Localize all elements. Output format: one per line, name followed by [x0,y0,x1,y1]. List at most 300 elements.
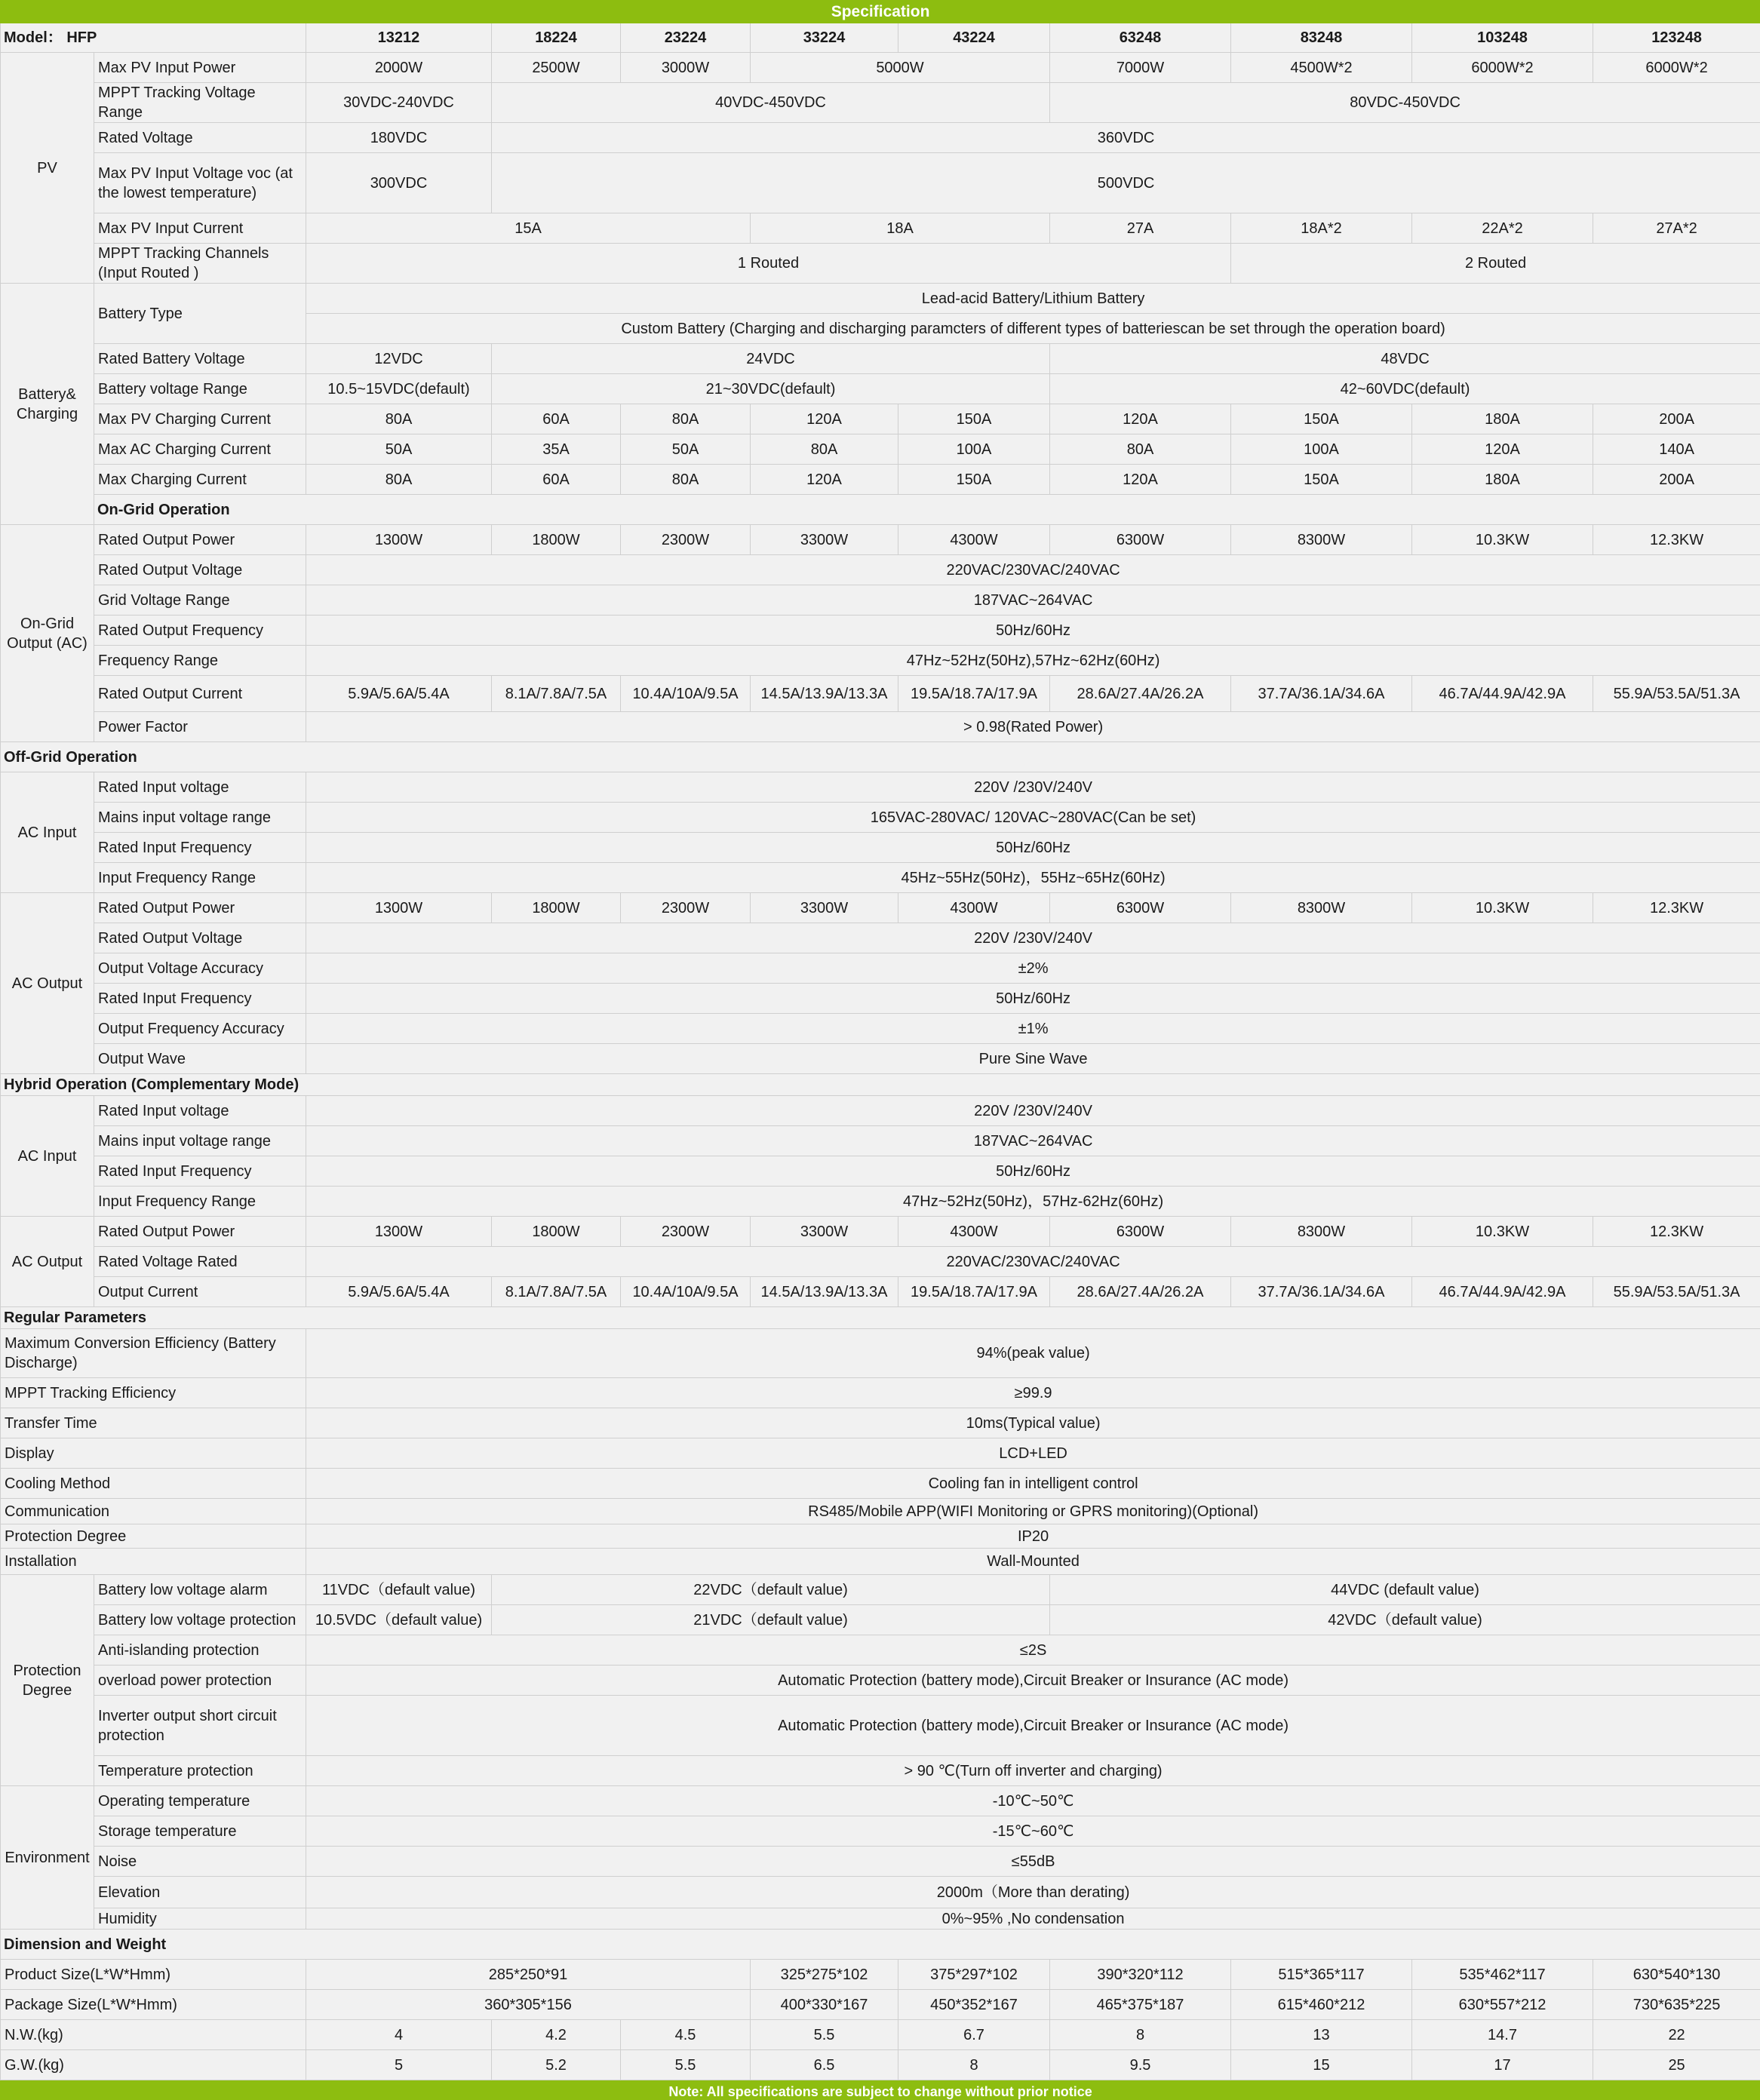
value-cell: 25 [1593,2050,1760,2080]
value-cell: 44VDC (default value) [1050,1575,1760,1605]
value-cell: 3300W [751,1217,898,1247]
value-cell: ≥99.9 [306,1378,1760,1408]
value-cell: 390*320*112 [1050,1960,1231,1990]
row-label: Max PV Input Current [94,213,306,244]
value-cell: 37.7A/36.1A/34.6A [1231,1277,1412,1307]
table-row [1,1378,1760,1408]
row-label: Temperature protection [94,1756,306,1786]
value-cell: 4500W*2 [1231,53,1412,83]
value-cell: 150A [898,465,1050,495]
value-cell: 4 [306,2020,492,2050]
table-row [1,213,1760,244]
row-label: Rated Input voltage [94,1096,306,1126]
value-cell: Automatic Protection (battery mode),Circuit Breaker or Insurance (AC mode) [306,1696,1760,1756]
value-cell: 12VDC [306,344,492,374]
table-row [1,1014,1760,1044]
value-cell: 2300W [621,525,751,555]
table-row [1,1408,1760,1438]
table-row [1,923,1760,953]
row-label: Battery low voltage alarm [94,1575,306,1605]
value-cell: ≤55dB [306,1847,1760,1877]
value-cell: 2300W [621,1217,751,1247]
value-cell: 19.5A/18.7A/17.9A [898,1277,1050,1307]
table-row [1,1469,1760,1499]
value-cell: 48VDC [1050,344,1760,374]
value-cell: 5.9A/5.6A/5.4A [306,676,492,712]
row-label: Max AC Charging Current [94,434,306,465]
value-cell: 50A [306,434,492,465]
value-cell: 0%~95% ,No condensation [306,1908,1760,1930]
value-cell: 6.5 [751,2050,898,2080]
row-label: Output Voltage Accuracy [94,953,306,984]
value-cell: 8 [1050,2020,1231,2050]
value-cell: 6.7 [898,2020,1050,2050]
row-label: Max PV Input Power [94,53,306,83]
table-row [1,1438,1760,1469]
model-header: 23224 [621,23,751,53]
table-row [1,1096,1760,1126]
value-cell: 4300W [898,893,1050,923]
row-label: Rated Output Frequency [94,616,306,646]
spec-title: Specification [1,1,1760,23]
table-row [1,153,1760,213]
table-row [1,1187,1760,1217]
value-cell: 180A [1412,465,1593,495]
value-cell: 30VDC-240VDC [306,83,492,123]
value-cell: 42~60VDC(default) [1050,374,1760,404]
value-cell: 150A [1231,404,1412,434]
row-label: MPPT Tracking Channels (Input Routed ) [94,244,306,284]
row-label: Display [1,1438,306,1469]
row-label: Rated Output Voltage [94,923,306,953]
table-row [1,676,1760,712]
value-cell: 187VAC~264VAC [306,1126,1760,1156]
footer-note: Note: All specifications are subject to change without prior notice [1,2080,1760,2100]
row-label: Input Frequency Range [94,1187,306,1217]
value-cell: 11VDC（default value) [306,1575,492,1605]
table-row [1,1044,1760,1074]
table-row [1,1847,1760,1877]
value-cell: 12.3KW [1593,1217,1760,1247]
table-row [1,1307,1760,1329]
value-cell: 120A [1050,465,1231,495]
row-label: Mains input voltage range [94,803,306,833]
row-label: Package Size(L*W*Hmm) [1,1990,306,2020]
row-label: Humidity [94,1908,306,1930]
row-label: Rated Output Power [94,525,306,555]
table-row [1,2080,1760,2100]
value-cell: 200A [1593,465,1760,495]
group-label: PV [1,53,94,284]
value-cell: 6300W [1050,525,1231,555]
row-label: Inverter output short circuit protection [94,1696,306,1756]
table-row [1,1126,1760,1156]
table-row [1,1908,1760,1930]
model-header: 63248 [1050,23,1231,53]
value-cell: 180VDC [306,123,492,153]
table-row [1,1549,1760,1575]
row-label: Frequency Range [94,646,306,676]
table-row [1,434,1760,465]
table-row [1,1156,1760,1187]
value-cell: 120A [751,465,898,495]
value-cell: 165VAC-280VAC/ 120VAC~280VAC(Can be set) [306,803,1760,833]
value-cell: 1800W [492,525,621,555]
table-row [1,833,1760,863]
value-cell: 2000m（More than derating) [306,1877,1760,1908]
table-row [1,1666,1760,1696]
value-cell: 10.5~15VDC(default) [306,374,492,404]
value-cell: 2 Routed [1231,244,1760,284]
value-cell: 37.7A/36.1A/34.6A [1231,676,1412,712]
spec-table-body [1,1,1760,2100]
value-cell: 630*540*130 [1593,1960,1760,1990]
row-label: Grid Voltage Range [94,585,306,616]
row-label: Maximum Conversion Efficiency (Battery Discharge) [1,1329,306,1378]
value-cell: 1 Routed [306,244,1231,284]
value-cell: 17 [1412,2050,1593,2080]
table-row [1,465,1760,495]
table-row [1,2020,1760,2050]
row-label: Protection Degree [1,1524,306,1549]
value-cell: 150A [898,404,1050,434]
value-cell: 450*352*167 [898,1990,1050,2020]
value-cell: 80A [306,404,492,434]
table-row [1,555,1760,585]
value-cell: 5 [306,2050,492,2080]
value-cell: 150A [1231,465,1412,495]
value-cell: 220VAC/230VAC/240VAC [306,1247,1760,1277]
value-cell: 80VDC-450VDC [1050,83,1760,123]
table-row [1,1,1760,23]
table-row [1,585,1760,616]
row-label: Rated Output Power [94,893,306,923]
table-row [1,1990,1760,2020]
value-cell: 1800W [492,893,621,923]
table-row [1,1786,1760,1816]
table-row [1,712,1760,742]
value-cell: 19.5A/18.7A/17.9A [898,676,1050,712]
value-cell: 15 [1231,2050,1412,2080]
value-cell: 14.5A/13.9A/13.3A [751,676,898,712]
table-row [1,803,1760,833]
value-cell: 180A [1412,404,1593,434]
row-label: Rated Output Voltage [94,555,306,585]
value-cell: 8300W [1231,525,1412,555]
value-cell: 80A [751,434,898,465]
table-row [1,23,1760,53]
group-label: Protection Degree [1,1575,94,1786]
table-row [1,284,1760,314]
value-cell: 24VDC [492,344,1050,374]
value-cell: 7000W [1050,53,1231,83]
table-row [1,616,1760,646]
value-cell: 220V /230V/240V [306,923,1760,953]
value-cell: 5.2 [492,2050,621,2080]
value-cell: 94%(peak value) [306,1329,1760,1378]
value-cell: 28.6A/27.4A/26.2A [1050,676,1231,712]
value-cell: 50Hz/60Hz [306,616,1760,646]
value-cell: 465*375*187 [1050,1990,1231,2020]
value-cell: 6000W*2 [1593,53,1760,83]
value-cell: 300VDC [306,153,492,213]
value-cell: 6300W [1050,893,1231,923]
table-row [1,1605,1760,1635]
value-cell: 47Hz~52Hz(50Hz),57Hz~62Hz(60Hz) [306,646,1760,676]
value-cell: 35A [492,434,621,465]
value-cell: 6300W [1050,1217,1231,1247]
value-cell: 9.5 [1050,2050,1231,2080]
value-cell: 10.3KW [1412,525,1593,555]
table-row [1,1329,1760,1378]
value-cell: 13 [1231,2020,1412,2050]
value-cell: 285*250*91 [306,1960,751,1990]
row-label: Battery low voltage protection [94,1605,306,1635]
value-cell: 42VDC（default value) [1050,1605,1760,1635]
value-cell: Lead-acid Battery/Lithium Battery [306,284,1760,314]
value-cell: 1300W [306,1217,492,1247]
value-cell: 50A [621,434,751,465]
value-cell: 8.1A/7.8A/7.5A [492,676,621,712]
value-cell: 21VDC（default value) [492,1605,1050,1635]
value-cell: 120A [1412,434,1593,465]
value-cell: 375*297*102 [898,1960,1050,1990]
row-label: Storage temperature [94,1816,306,1847]
table-row [1,1877,1760,1908]
row-label: Elevation [94,1877,306,1908]
value-cell: 60A [492,404,621,434]
value-cell: 27A [1050,213,1231,244]
table-row [1,984,1760,1014]
value-cell: 535*462*117 [1412,1960,1593,1990]
value-cell: 5000W [751,53,1050,83]
value-cell: 120A [1050,404,1231,434]
value-cell: Cooling fan in intelligent control [306,1469,1760,1499]
value-cell: 8300W [1231,1217,1412,1247]
value-cell: 10.3KW [1412,893,1593,923]
value-cell: 360VDC [492,123,1760,153]
value-cell: ±1% [306,1014,1760,1044]
value-cell: > 0.98(Rated Power) [306,712,1760,742]
row-label: Rated Input Frequency [94,984,306,1014]
row-label: Mains input voltage range [94,1126,306,1156]
value-cell: 10.4A/10A/9.5A [621,1277,751,1307]
row-label: Rated Output Current [94,676,306,712]
value-cell: 47Hz~52Hz(50Hz)，57Hz-62Hz(60Hz) [306,1187,1760,1217]
value-cell: 46.7A/44.9A/42.9A [1412,676,1593,712]
table-row [1,1575,1760,1605]
value-cell: 187VAC~264VAC [306,585,1760,616]
value-cell: -10℃~50℃ [306,1786,1760,1816]
value-cell: 200A [1593,404,1760,434]
table-row [1,404,1760,434]
value-cell: 22 [1593,2020,1760,2050]
value-cell: 400*330*167 [751,1990,898,2020]
model-header: 103248 [1412,23,1593,53]
model-header: 33224 [751,23,898,53]
value-cell: 80A [621,404,751,434]
value-cell: 15A [306,213,751,244]
value-cell: 4.2 [492,2020,621,2050]
table-row [1,374,1760,404]
row-label: Input Frequency Range [94,863,306,893]
row-label: Rated Voltage Rated [94,1247,306,1277]
row-label: Installation [1,1549,306,1575]
value-cell: 220V /230V/240V [306,772,1760,803]
value-cell: 10.3KW [1412,1217,1593,1247]
table-row [1,1277,1760,1307]
row-label: Battery Type [94,284,306,344]
value-cell: 2500W [492,53,621,83]
table-row [1,1524,1760,1549]
table-row [1,1247,1760,1277]
row-label: Noise [94,1847,306,1877]
group-label: AC Input [1,1096,94,1217]
value-cell: Automatic Protection (battery mode),Circuit Breaker or Insurance (AC mode) [306,1666,1760,1696]
value-cell: 8300W [1231,893,1412,923]
row-label: Output Current [94,1277,306,1307]
value-cell: 12.3KW [1593,893,1760,923]
table-row [1,244,1760,284]
table-row [1,1696,1760,1756]
row-label: Rated Input Frequency [94,833,306,863]
row-label: Max Charging Current [94,465,306,495]
value-cell: 10ms(Typical value) [306,1408,1760,1438]
row-label: Anti-islanding protection [94,1635,306,1666]
model-header: 18224 [492,23,621,53]
value-cell: 80A [621,465,751,495]
model-header: 43224 [898,23,1050,53]
value-cell: 615*460*212 [1231,1990,1412,2020]
table-row [1,1217,1760,1247]
value-cell: 220VAC/230VAC/240VAC [306,555,1760,585]
value-cell: 80A [1050,434,1231,465]
table-row [1,1960,1760,1990]
value-cell: 10.5VDC（default value) [306,1605,492,1635]
row-label: N.W.(kg) [1,2020,306,2050]
value-cell: 28.6A/27.4A/26.2A [1050,1277,1231,1307]
value-cell: 3300W [751,525,898,555]
value-cell: 140A [1593,434,1760,465]
value-cell: 4300W [898,525,1050,555]
value-cell: 21~30VDC(default) [492,374,1050,404]
value-cell: 50Hz/60Hz [306,833,1760,863]
value-cell: 1300W [306,893,492,923]
value-cell: 730*635*225 [1593,1990,1760,2020]
value-cell: 360*305*156 [306,1990,751,2020]
row-label: Rated Input voltage [94,772,306,803]
value-cell: 80A [306,465,492,495]
table-row [1,1930,1760,1960]
row-label: Output Wave [94,1044,306,1074]
value-cell: 1300W [306,525,492,555]
model-header: 83248 [1231,23,1412,53]
row-label: Rated Input Frequency [94,1156,306,1187]
value-cell: Wall-Mounted [306,1549,1760,1575]
model-header: 13212 [306,23,492,53]
table-row [1,83,1760,123]
row-label: Communication [1,1499,306,1524]
value-cell: 14.7 [1412,2020,1593,2050]
value-cell: 2000W [306,53,492,83]
group-label: On-Grid Output (AC) [1,525,94,742]
value-cell: RS485/Mobile APP(WIFI Monitoring or GPRS monitoring)(Optional) [306,1499,1760,1524]
value-cell: 8.1A/7.8A/7.5A [492,1277,621,1307]
value-cell: 325*275*102 [751,1960,898,1990]
row-label: Output Frequency Accuracy [94,1014,306,1044]
table-row [1,1499,1760,1524]
section-heading: Regular Parameters [1,1307,1760,1329]
value-cell: 45Hz~55Hz(50Hz)，55Hz~65Hz(60Hz) [306,863,1760,893]
table-row [1,1074,1760,1096]
group-label: Environment [1,1786,94,1930]
value-cell: 3000W [621,53,751,83]
value-cell: 46.7A/44.9A/42.9A [1412,1277,1593,1307]
row-label: MPPT Tracking Voltage Range [94,83,306,123]
value-cell: 55.9A/53.5A/51.3A [1593,1277,1760,1307]
value-cell: 100A [898,434,1050,465]
section-heading: On-Grid Operation [94,495,1760,525]
section-heading: Dimension and Weight [1,1930,1760,1960]
value-cell: 3300W [751,893,898,923]
section-heading: Off-Grid Operation [1,742,1760,772]
table-row [1,2050,1760,2080]
value-cell: 18A [751,213,1050,244]
group-label: AC Input [1,772,94,893]
row-label: Max PV Input Voltage voc (at the lowest temperature) [94,153,306,213]
table-row [1,495,1760,525]
value-cell: 4.5 [621,2020,751,2050]
group-label: Battery& Charging [1,284,94,525]
value-cell: 100A [1231,434,1412,465]
value-cell: -15℃~60℃ [306,1816,1760,1847]
row-label: Product Size(L*W*Hmm) [1,1960,306,1990]
row-label: MPPT Tracking Efficiency [1,1378,306,1408]
table-row [1,772,1760,803]
value-cell: ≤2S [306,1635,1760,1666]
value-cell: 1800W [492,1217,621,1247]
table-row [1,525,1760,555]
value-cell: 5.5 [751,2020,898,2050]
table-row [1,53,1760,83]
model-header: 123248 [1593,23,1760,53]
table-row [1,1816,1760,1847]
table-row [1,344,1760,374]
row-label: Max PV Charging Current [94,404,306,434]
value-cell: 60A [492,465,621,495]
value-cell: Pure Sine Wave [306,1044,1760,1074]
value-cell: 40VDC-450VDC [492,83,1050,123]
value-cell: 22VDC（default value) [492,1575,1050,1605]
value-cell: 2300W [621,893,751,923]
row-label: Rated Battery Voltage [94,344,306,374]
row-label: G.W.(kg) [1,2050,306,2080]
value-cell: ±2% [306,953,1760,984]
value-cell: 630*557*212 [1412,1990,1593,2020]
value-cell: 10.4A/10A/9.5A [621,676,751,712]
row-label: Operating temperature [94,1786,306,1816]
value-cell: 14.5A/13.9A/13.3A [751,1277,898,1307]
value-cell: 515*365*117 [1231,1960,1412,1990]
value-cell: > 90 ℃(Turn off inverter and charging) [306,1756,1760,1786]
value-cell: Custom Battery (Charging and discharging paramcters of different types of batteriescan be set through the operation board) [306,314,1760,344]
table-row [1,742,1760,772]
table-row [1,1756,1760,1786]
value-cell: 5.5 [621,2050,751,2080]
row-label: Rated Voltage [94,123,306,153]
value-cell: 4300W [898,1217,1050,1247]
value-cell: 50Hz/60Hz [306,1156,1760,1187]
